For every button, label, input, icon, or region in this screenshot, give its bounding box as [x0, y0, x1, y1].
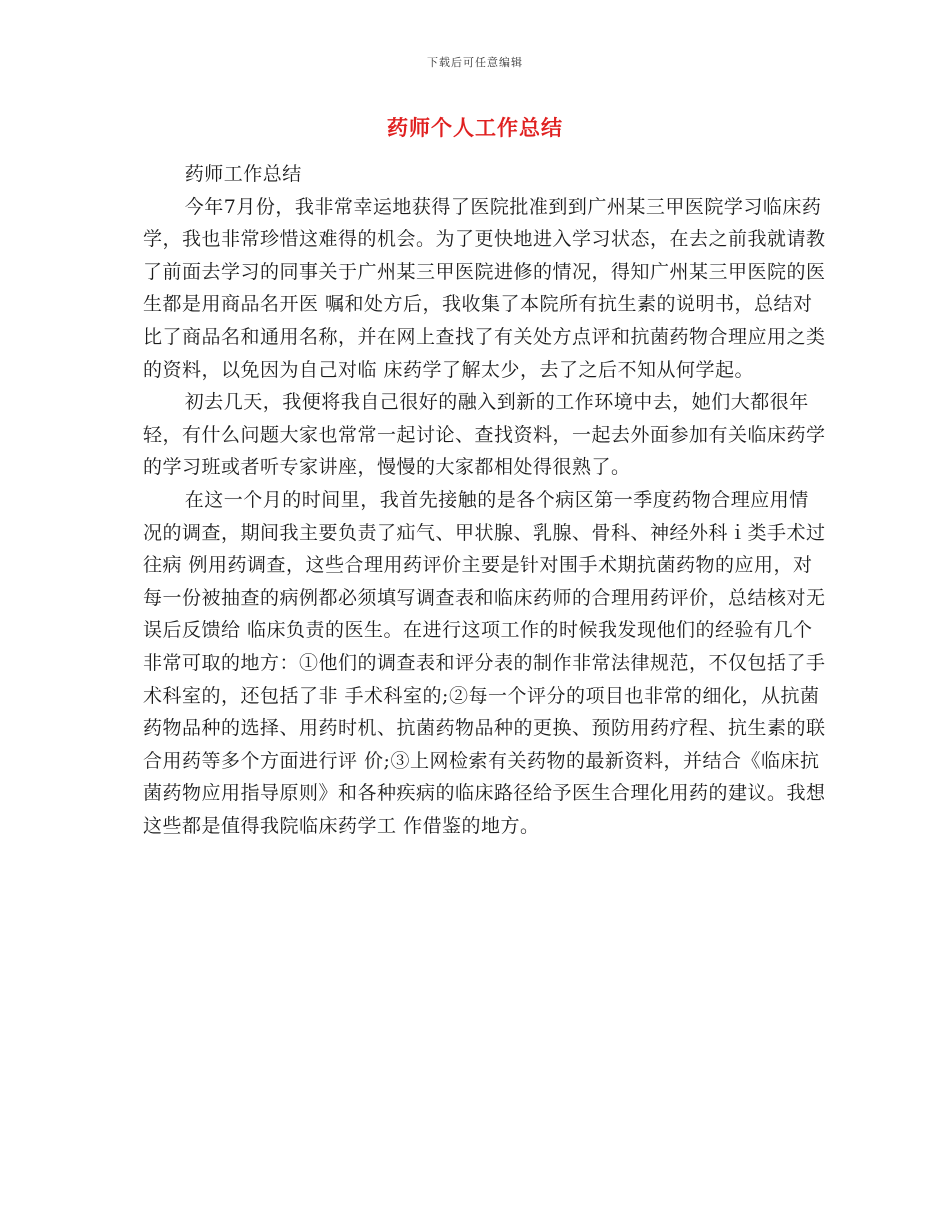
- paragraph: 在这一个月的时间里，我首先接触的是各个病区第一季度药物合理应用情况的调查，期间我主要负责了疝气、甲状腺、乳腺、骨科、神经外科ｉ类手术过往病 例用药调查，这些合理用药评价主要是针对围手术期抗菌药物的应用，对每一份被抽查的病例都必须填写调查表和临床药师的合理用药评价，总结核对无误后反馈给 临床负责的医生。在进行这项工作的时候我发现他们的经验有几个非常可取的地方：①他们的调查表和评分表的制作非常法律规范，不仅包括了手术科室的，还包括了非 手术科室的;②每一个评分的项目也非常的细化，从抗菌药物品种的选择、用药时机、抗菌药物品种的更换、预防用药疗程、抗生素的联合用药等多个方面进行评 价;③上网检索有关药物的最新资料，并结合《临床抗菌药物应用指导原则》和各种疾病的临床路径给予医生合理化用药的建议。我想这些都是值得我院临床药学工 作借鉴的地方。: [143, 488, 826, 837]
- paragraph-subtitle: 药师工作总结: [184, 163, 302, 185]
- document-title: 药师个人工作总结: [387, 115, 563, 140]
- paragraph: 今年7月份，我非常幸运地获得了医院批准到到广州某三甲医院学习临床药学，我也非常珍惜这难得的机会。为了更快地进入学习状态，在去之前我就请教了前面去学习的同事关于广州某三甲医院进修的情况，得知广州某三甲医院的医生都是用商品名开医 嘱和处方后，我收集了本院所有抗生素的说明书，总结对比了商品名和通用名称，并在网上查找了有关处方点评和抗菌药物合理应用之类的资料，以免因为自己对临 床药学了解太少，去了之后不知从何学起。: [143, 195, 826, 381]
- document-body: [143, 158, 827, 842]
- paragraph: 初去几天，我便将我自己很好的融入到新的工作环境中去，她们大都很年轻，有什么问题大家也常常一起讨论、查找资料，一起去外面参加有关临床药学的学习班或者听专家讲座，慢慢的大家都相处得很熟了。: [143, 391, 826, 479]
- header-note: 下载后可任意编辑: [427, 56, 523, 69]
